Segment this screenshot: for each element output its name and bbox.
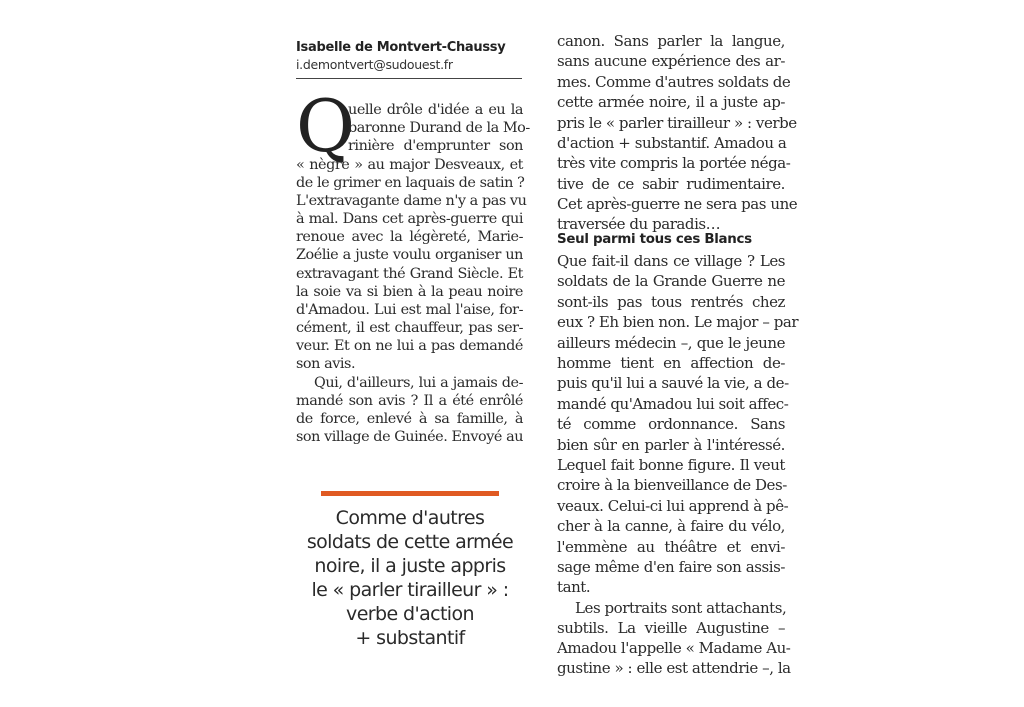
author-name: Isabelle de Montvert-Chaussy bbox=[296, 40, 506, 55]
text-line: mandé son avis ? Il a été enrôlé bbox=[296, 393, 523, 409]
text-line: mandé qu'Amadou lui soit affec- bbox=[557, 395, 789, 413]
text-line: son avis. bbox=[296, 356, 356, 372]
author-email[interactable]: i.demontvert@sudouest.fr bbox=[296, 57, 453, 72]
text-line: rinière d'emprunter son bbox=[348, 138, 523, 154]
text-line: Lequel fait bonne figure. Il veut bbox=[557, 456, 785, 474]
text-line: renoue avec la légèreté, Marie- bbox=[296, 229, 523, 245]
text-line: à mal. Dans cet après-guerre qui bbox=[296, 211, 523, 227]
section-subheading: Seul parmi tous ces Blancs bbox=[557, 232, 752, 247]
text-line: Zoélie a juste voulu organiser un bbox=[296, 247, 523, 263]
text-line: soldats de la Grande Guerre ne bbox=[557, 272, 785, 290]
text-line: de force, enlevé à sa famille, à bbox=[296, 411, 523, 427]
text-line: veaux. Celui-ci lui apprend à pê- bbox=[557, 497, 789, 515]
drop-cap: Q bbox=[296, 84, 356, 168]
text-line: sage même d'en faire son assis- bbox=[557, 558, 785, 576]
text-line: mes. Comme d'autres soldats de bbox=[557, 73, 791, 91]
text-line: Que fait-il dans ce village ? Les bbox=[557, 252, 785, 270]
text-line: Les portraits sont attachants, bbox=[575, 599, 787, 617]
pull-quote-line: Comme d'autres bbox=[335, 507, 485, 529]
text-line: ailleurs médecin –, que le jeune bbox=[557, 334, 785, 352]
pull-quote-line: verbe d'action bbox=[346, 603, 474, 625]
pull-quote-line: soldats de cette armée bbox=[306, 531, 514, 553]
text-line: très vite compris la portée néga- bbox=[557, 154, 791, 172]
text-line: bien sûr en parler à l'intéressé. bbox=[557, 436, 785, 454]
text-line: canon. Sans parler la langue, bbox=[557, 32, 785, 50]
text-line: pris le « parler tirailleur » : verbe bbox=[557, 114, 797, 132]
pull-quote-line: + substantif bbox=[355, 627, 465, 649]
text-line: baronne Durand de la Mo- bbox=[348, 120, 530, 136]
text-line: la soie va si bien à la peau noire bbox=[296, 284, 523, 300]
text-line: gustine » : elle est attendrie –, la bbox=[557, 659, 791, 677]
text-line: d'action + substantif. Amadou a bbox=[557, 134, 787, 152]
text-line: « nègre » au major Desveaux, et bbox=[296, 157, 523, 173]
text-line: l'emmène au théâtre et envi- bbox=[557, 538, 785, 556]
text-line: traversée du paradis… bbox=[557, 215, 721, 233]
text-line: uelle drôle d'idée a eu la bbox=[348, 102, 523, 118]
text-line: puis qu'il lui a sauvé la vie, a de- bbox=[557, 374, 789, 392]
text-line: té comme ordonnance. Sans bbox=[557, 415, 785, 433]
text-line: homme tient en affection de- bbox=[557, 354, 785, 372]
text-line: son village de Guinée. Envoyé au bbox=[296, 429, 524, 445]
text-line: Qui, d'ailleurs, lui a jamais de- bbox=[314, 375, 523, 391]
text-line: tive de ce sabir rudimentaire. bbox=[557, 175, 785, 193]
text-line: sont-ils pas tous rentrés chez bbox=[557, 293, 785, 311]
text-line: extravagant thé Grand Siècle. Et bbox=[296, 266, 523, 282]
pull-quote-line: le « parler tirailleur » : bbox=[311, 579, 509, 601]
text-line: cher à la canne, à faire du vélo, bbox=[557, 517, 785, 535]
text-line: L'extravagante dame n'y a pas vu bbox=[296, 193, 527, 209]
text-line: veur. Et on ne lui a pas demandé bbox=[296, 338, 523, 354]
text-line: de le grimer en laquais de satin ? bbox=[296, 175, 525, 191]
text-line: cette armée noire, il a juste ap- bbox=[557, 93, 785, 111]
text-line: cément, il est chauffeur, pas ser- bbox=[296, 320, 523, 336]
text-line: d'Amadou. Lui est mal l'aise, for- bbox=[296, 302, 523, 318]
text-line: subtils. La vieille Augustine – bbox=[557, 619, 785, 637]
pull-quote bbox=[290, 506, 530, 650]
pull-quote-line: noire, il a juste appris bbox=[314, 555, 506, 577]
text-line: Amadou l'appelle « Madame Au- bbox=[557, 639, 791, 657]
text-line: croire à la bienveillance de Des- bbox=[557, 476, 787, 494]
text-line: sans aucune expérience des ar- bbox=[557, 52, 785, 70]
pull-quote-accent-bar bbox=[321, 491, 499, 496]
text-line: tant. bbox=[557, 578, 591, 596]
text-line: Cet après-guerre ne sera pas une bbox=[557, 195, 798, 213]
byline-divider bbox=[296, 78, 522, 79]
text-line: eux ? Eh bien non. Le major – par bbox=[557, 313, 799, 331]
